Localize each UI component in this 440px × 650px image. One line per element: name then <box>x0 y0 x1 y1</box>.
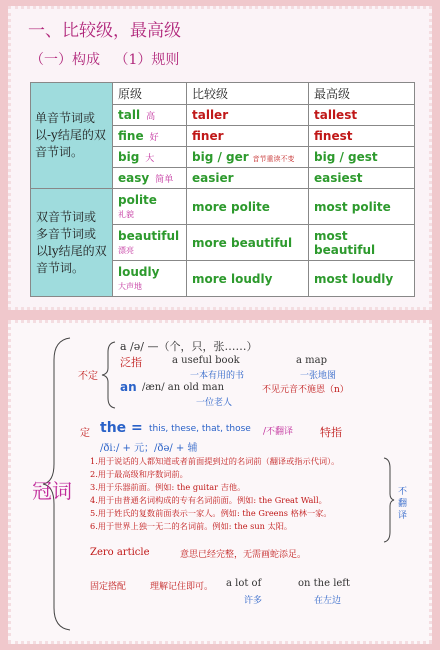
example-1-translation: 许多 <box>244 596 263 606</box>
example-2-translation: 在左边 <box>314 596 342 606</box>
base-word: easy <box>118 171 150 185</box>
table-header-row <box>31 83 415 105</box>
base-note: 好 <box>149 133 159 143</box>
the-rule: 1.用于说话的人都知道或者前面提到过的名词前（翻译或指示代词）。 <box>90 456 340 466</box>
superlative-word: easiest <box>314 171 363 185</box>
man-translation: 一位老人 <box>196 398 233 408</box>
group2-label: 双音节词或多音节词或以ly结尾的双音节词。 <box>36 209 107 275</box>
table-row <box>31 189 415 225</box>
base-note: 大声地 <box>118 282 142 291</box>
the-pronunciation: /ðiː/ + 元；/ðə/ + 辅 <box>100 443 198 454</box>
the-equivalents: this, these, that, those <box>149 424 251 434</box>
the-rule: 2.用于最高级和序数词前。 <box>90 469 188 479</box>
base-word: fine <box>118 129 144 143</box>
a-example-book: a useful book <box>172 355 240 366</box>
subsection-sub: （1）规则 <box>114 52 180 68</box>
comparative-note: 音节重读不变 <box>252 155 295 163</box>
group2-label-cell <box>31 189 113 297</box>
the-rule: 4.用于由普通名词构成的专有名词前面。例如: the Great Wall。 <box>90 495 327 505</box>
book-translation: 一本有用的书 <box>190 371 245 381</box>
base-note: 大 <box>145 154 155 164</box>
zero-article-label: Zero article <box>90 547 150 558</box>
subsection-heading <box>30 49 189 69</box>
header-superlative: 最高级 <box>309 83 415 105</box>
base-word: beautiful <box>118 229 180 243</box>
comparative-word: more beautiful <box>192 235 293 250</box>
section-title: 一、比较级，最高级 <box>28 21 181 41</box>
superlative-word: most loudly <box>314 271 394 286</box>
indefinite-label: 不定 <box>78 371 98 382</box>
the-rule: 3.用于乐器前面。例如: the guitar 吉他。 <box>90 482 246 492</box>
header-comparative: 比较级 <box>187 83 309 105</box>
header-base: 原级 <box>113 83 187 105</box>
rules-brace <box>382 456 396 544</box>
an-pronunciation-line: /æn/ an old man <box>142 382 225 393</box>
comparative-word: more loudly <box>192 271 273 286</box>
the-rule: 5.用于姓氏的复数前面表示一家人。例如: the Greens 格林一家。 <box>90 508 332 518</box>
base-note: 简单 <box>155 175 174 185</box>
zero-article-desc: 意思已经完整，无需画蛇添足。 <box>180 550 307 560</box>
indef-brace <box>100 340 118 410</box>
the-rule: 6.用于世界上独一无二的名词前。例如: the sun 太阳。 <box>90 521 293 531</box>
comparative-word: big / ger <box>192 150 249 164</box>
base-note: 礼貌 <box>118 210 134 219</box>
example-a-lot-of: a lot of <box>226 578 262 589</box>
superlative-word: tallest <box>314 108 358 122</box>
superlative-word: finest <box>314 129 353 143</box>
base-word: big <box>118 150 140 164</box>
a-pronunciation-line: a /ə/ —（个，只，张……） <box>120 340 258 353</box>
group1-label: 单音节词或以-y结尾的双音节词。 <box>35 111 106 159</box>
subsection-number: （一）构成 <box>30 52 100 68</box>
base-note: 漂亮 <box>118 246 134 255</box>
comparative-word: more polite <box>192 199 270 214</box>
comparative-word: taller <box>192 108 229 122</box>
specific-reference-label: 特指 <box>320 426 342 439</box>
article-title: 冠词 <box>32 479 72 503</box>
an-rule: 不见元音不施恩（n） <box>262 385 349 395</box>
comparative-word: finer <box>192 129 224 143</box>
example-on-the-left: on the left <box>298 578 351 589</box>
base-word: tall <box>118 108 141 122</box>
general-reference-label: 泛指 <box>120 356 142 369</box>
comparative-word: easier <box>192 171 234 185</box>
comparison-table <box>30 82 415 297</box>
base-note: 高 <box>146 112 156 122</box>
group1-label-cell <box>31 83 113 189</box>
a-example-map: a map <box>296 355 327 366</box>
base-word: polite <box>118 193 157 207</box>
superlative-word: most beautiful <box>314 228 376 257</box>
rules-side-note: 不翻译 <box>398 487 408 521</box>
fixed-collocation-label: 固定搭配 <box>90 582 127 592</box>
the-word: the = <box>100 420 143 436</box>
superlative-word: big / gest <box>314 150 378 164</box>
base-word: loudly <box>118 265 160 279</box>
map-translation: 一张地图 <box>300 371 337 381</box>
superlative-word: most polite <box>314 199 391 214</box>
the-no-translate: /不翻译 <box>263 427 294 437</box>
definite-label: 定 <box>80 428 90 439</box>
fixed-collocation-desc: 理解记住即可。 <box>150 582 214 592</box>
an-word: an <box>120 380 137 394</box>
